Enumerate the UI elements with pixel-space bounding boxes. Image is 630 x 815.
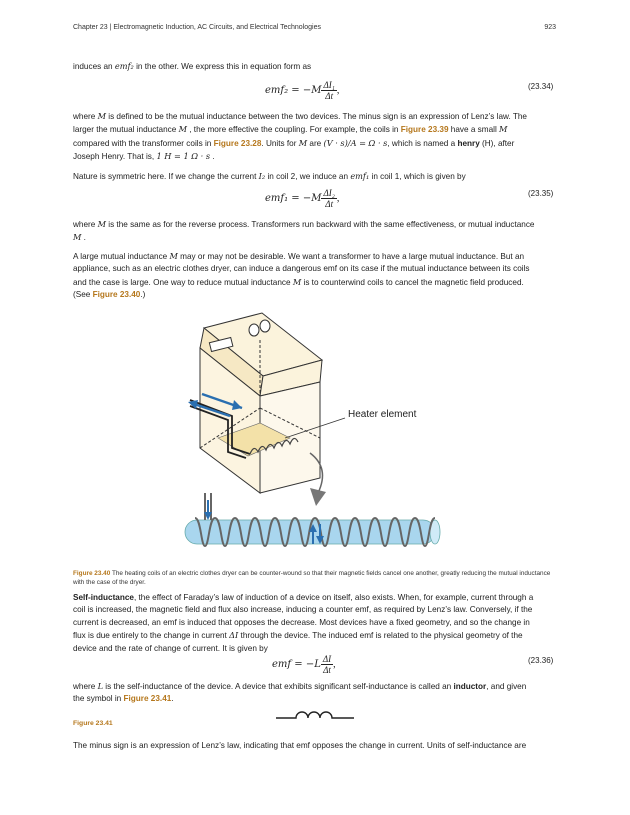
figure-23-41-label: Figure 23.41 (73, 720, 113, 727)
paragraph-5: A large mutual inductance M may or may not be desirable. We want a transformer to have a large mutual inductance. But an appliance, such as an electric clothes dryer, can induce a dangerous emf on its case if the mutual inductance between its coils and the case is large. One way to reduce mutual inductance M is to counterwind coils to cancel the magnetic field produced. (See Figure 23.40.) (73, 251, 530, 300)
paragraph-1: induces an emf₂ in the other. We express this in equation form as (73, 61, 312, 71)
link-figure-23-39[interactable]: Figure 23.39 (400, 125, 449, 135)
running-header: Chapter 23 | Electromagnetic Induction, AC Circuits, and Electrical Technologies (73, 24, 321, 31)
equation-23-36: emf = −L $\frac{\Delta I}{\Delta t}$ , (272, 654, 336, 675)
equation-23-35: emf₁ = −M $\frac{\text{ΔI₂}}{\Delta t}$ , (265, 188, 340, 209)
paragraph-4: where M is the same as for the reverse process. Transformers run backward with the same effectiveness, or mutual inductance M . (73, 219, 535, 243)
enlarged-coil (185, 493, 440, 546)
equation-number: (23.36) (528, 656, 554, 665)
paragraph-3: Nature is symmetric here. If we change the current I₂ in coil 2, we induce an emf₁ in coil 1, which is given by (73, 171, 466, 181)
paragraph-2: where M is defined to be the mutual inductance between the two devices. The minus sign is an expression of Lenz’s law. The larger the mutual inductance M , the more effective the coupling. For example, the coils in Figure 23.39 have a small M compared with the transformer coils in Figure 23.28. Units for M are (V · s)/A = Ω · s, which is named a henry (H), after Joseph Henry. That is, 1 H = 1 Ω · s . (73, 111, 527, 162)
paragraph-7: where L is the self-inductance of the device. A device that exhibits significant self-inductance is called an inductor, and given the symbol in Figure 23.41. (73, 681, 527, 704)
figure-23-40-caption: Figure 23.40 The heating coils of an electric clothes dryer can be counter-wound so that their magnetic fields cancel one another, greatly reducing the mutual inductance with the case of the dryer. (73, 570, 551, 586)
zoom-arrowhead (310, 488, 326, 506)
link-figure-23-41[interactable]: Figure 23.41 (123, 694, 172, 704)
equation-23-34: emf₂ = −M $\frac{\text{ΔI₁}}{\Delta t}$ , (265, 80, 340, 101)
equation-number: (23.34) (528, 82, 554, 91)
heater-element-label: Heater element (348, 409, 417, 420)
link-figure-23-40[interactable]: Figure 23.40 (92, 290, 141, 300)
paragraph-8: The minus sign is an expression of Lenz’s law, indicating that emf opposes the change in current. Units of self-inductance are (73, 741, 527, 750)
link-figure-23-28[interactable]: Figure 23.28 (213, 138, 262, 148)
dryer-drawing (200, 313, 322, 493)
equation-number: (23.35) (528, 189, 554, 198)
paragraph-6: Self-inductance, the effect of Faraday’s law of induction of a device on itself, also exists. When, for example, current through a coil is increased, the magnetic field and flux also increase, inducing a counter emf, as required by Lenz’s law. Conversely, if the current is decreased, an emf is induced that opposes the decrease. Most devices have a fixed geometry, and so the change in flux is due entirely to the change in current ΔI through the device. The induced emf is related to the physical geometry of the device and the rate of change of current. It is given by (73, 593, 534, 653)
inductor-symbol-icon (276, 706, 354, 720)
figure-23-40-illustration (170, 308, 460, 566)
page-number: 923 (544, 24, 556, 31)
